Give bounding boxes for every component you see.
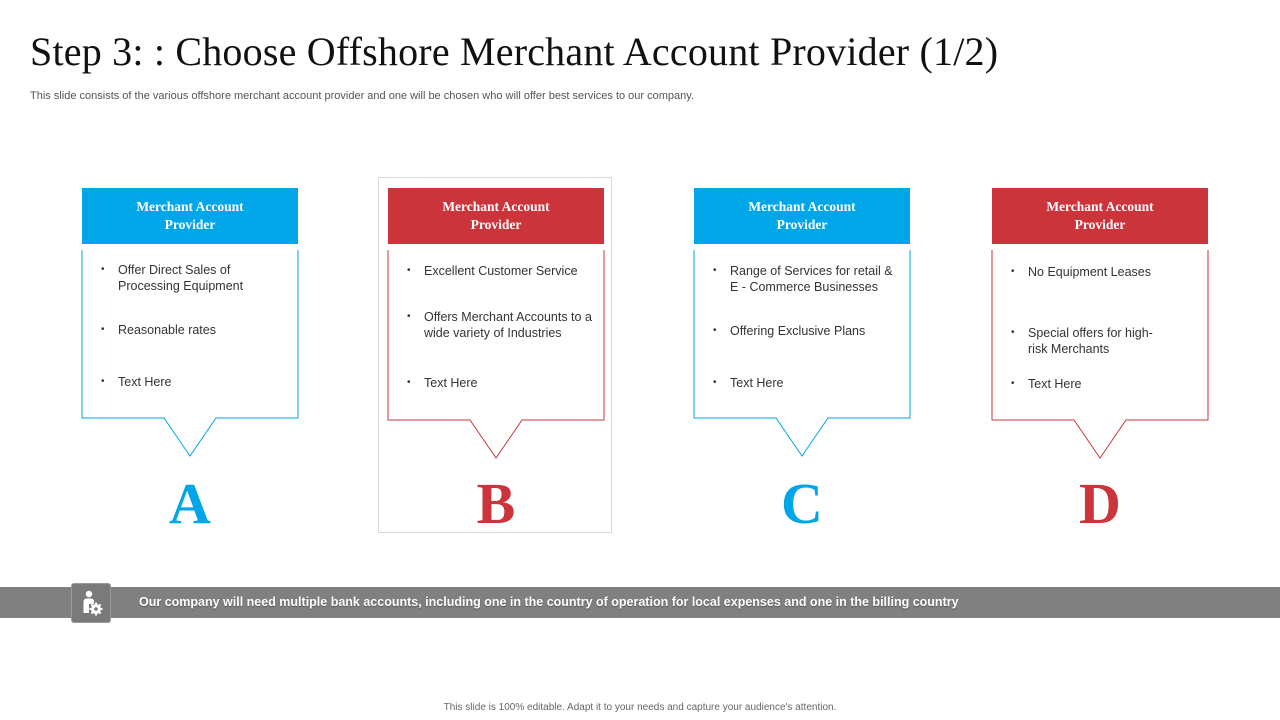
card-header	[992, 188, 1208, 244]
card-header-label: Merchant Account Provider	[748, 199, 856, 232]
card-header	[694, 188, 910, 244]
list-item: • Offering Exclusive Plans	[730, 323, 902, 339]
provider-card-b	[388, 188, 604, 390]
list-item: • Special offers for high-risk Merchants	[1028, 325, 1168, 357]
card-letter-c: C	[781, 471, 823, 536]
card-header-label: Merchant Account Provider	[1046, 199, 1154, 232]
key-takeaway-banner	[0, 587, 1280, 618]
callout-outline	[388, 250, 604, 460]
card-header-label: Merchant Account Provider	[442, 199, 550, 232]
provider-card-c	[694, 188, 910, 390]
card-letter-a: A	[169, 471, 211, 536]
provider-card-a	[82, 188, 298, 389]
list-item: • Text Here	[730, 375, 902, 391]
list-item: • Text Here	[1028, 376, 1200, 392]
list-item: • Excellent Customer Service	[424, 263, 596, 279]
list-item: • Offers Merchant Accounts to a wide variety of Industries	[424, 309, 596, 341]
list-item: • No Equipment Leases	[1028, 264, 1200, 280]
provider-card-d	[992, 188, 1208, 391]
card-header	[82, 188, 298, 244]
card-letter-b: B	[476, 471, 516, 536]
page-title: Step 3: : Choose Offshore Merchant Account Provider (1/2)	[30, 29, 999, 74]
list-item: • Reasonable rates	[118, 322, 290, 338]
footer-note: This slide is 100% editable. Adapt it to your needs and capture your audience's attention.	[443, 702, 837, 713]
list-item: • Range of Services for retail & E - Commerce Businesses	[730, 263, 902, 295]
banner-text: Our company will need multiple bank accounts, including one in the country of operation for local expenses and one in the billing country	[139, 595, 959, 609]
card-header	[388, 188, 604, 244]
list-item: • Offer Direct Sales of Processing Equipment	[118, 262, 290, 294]
card-letter-d: D	[1079, 471, 1121, 536]
list-item: • Text Here	[118, 374, 290, 390]
list-item: • Text Here	[424, 375, 596, 391]
card-header-label: Merchant Account Provider	[136, 199, 244, 232]
person-gear-icon	[71, 583, 111, 623]
page-subtitle: This slide consists of the various offshore merchant account provider and one will be chosen who will offer best services to our company.	[30, 90, 695, 102]
